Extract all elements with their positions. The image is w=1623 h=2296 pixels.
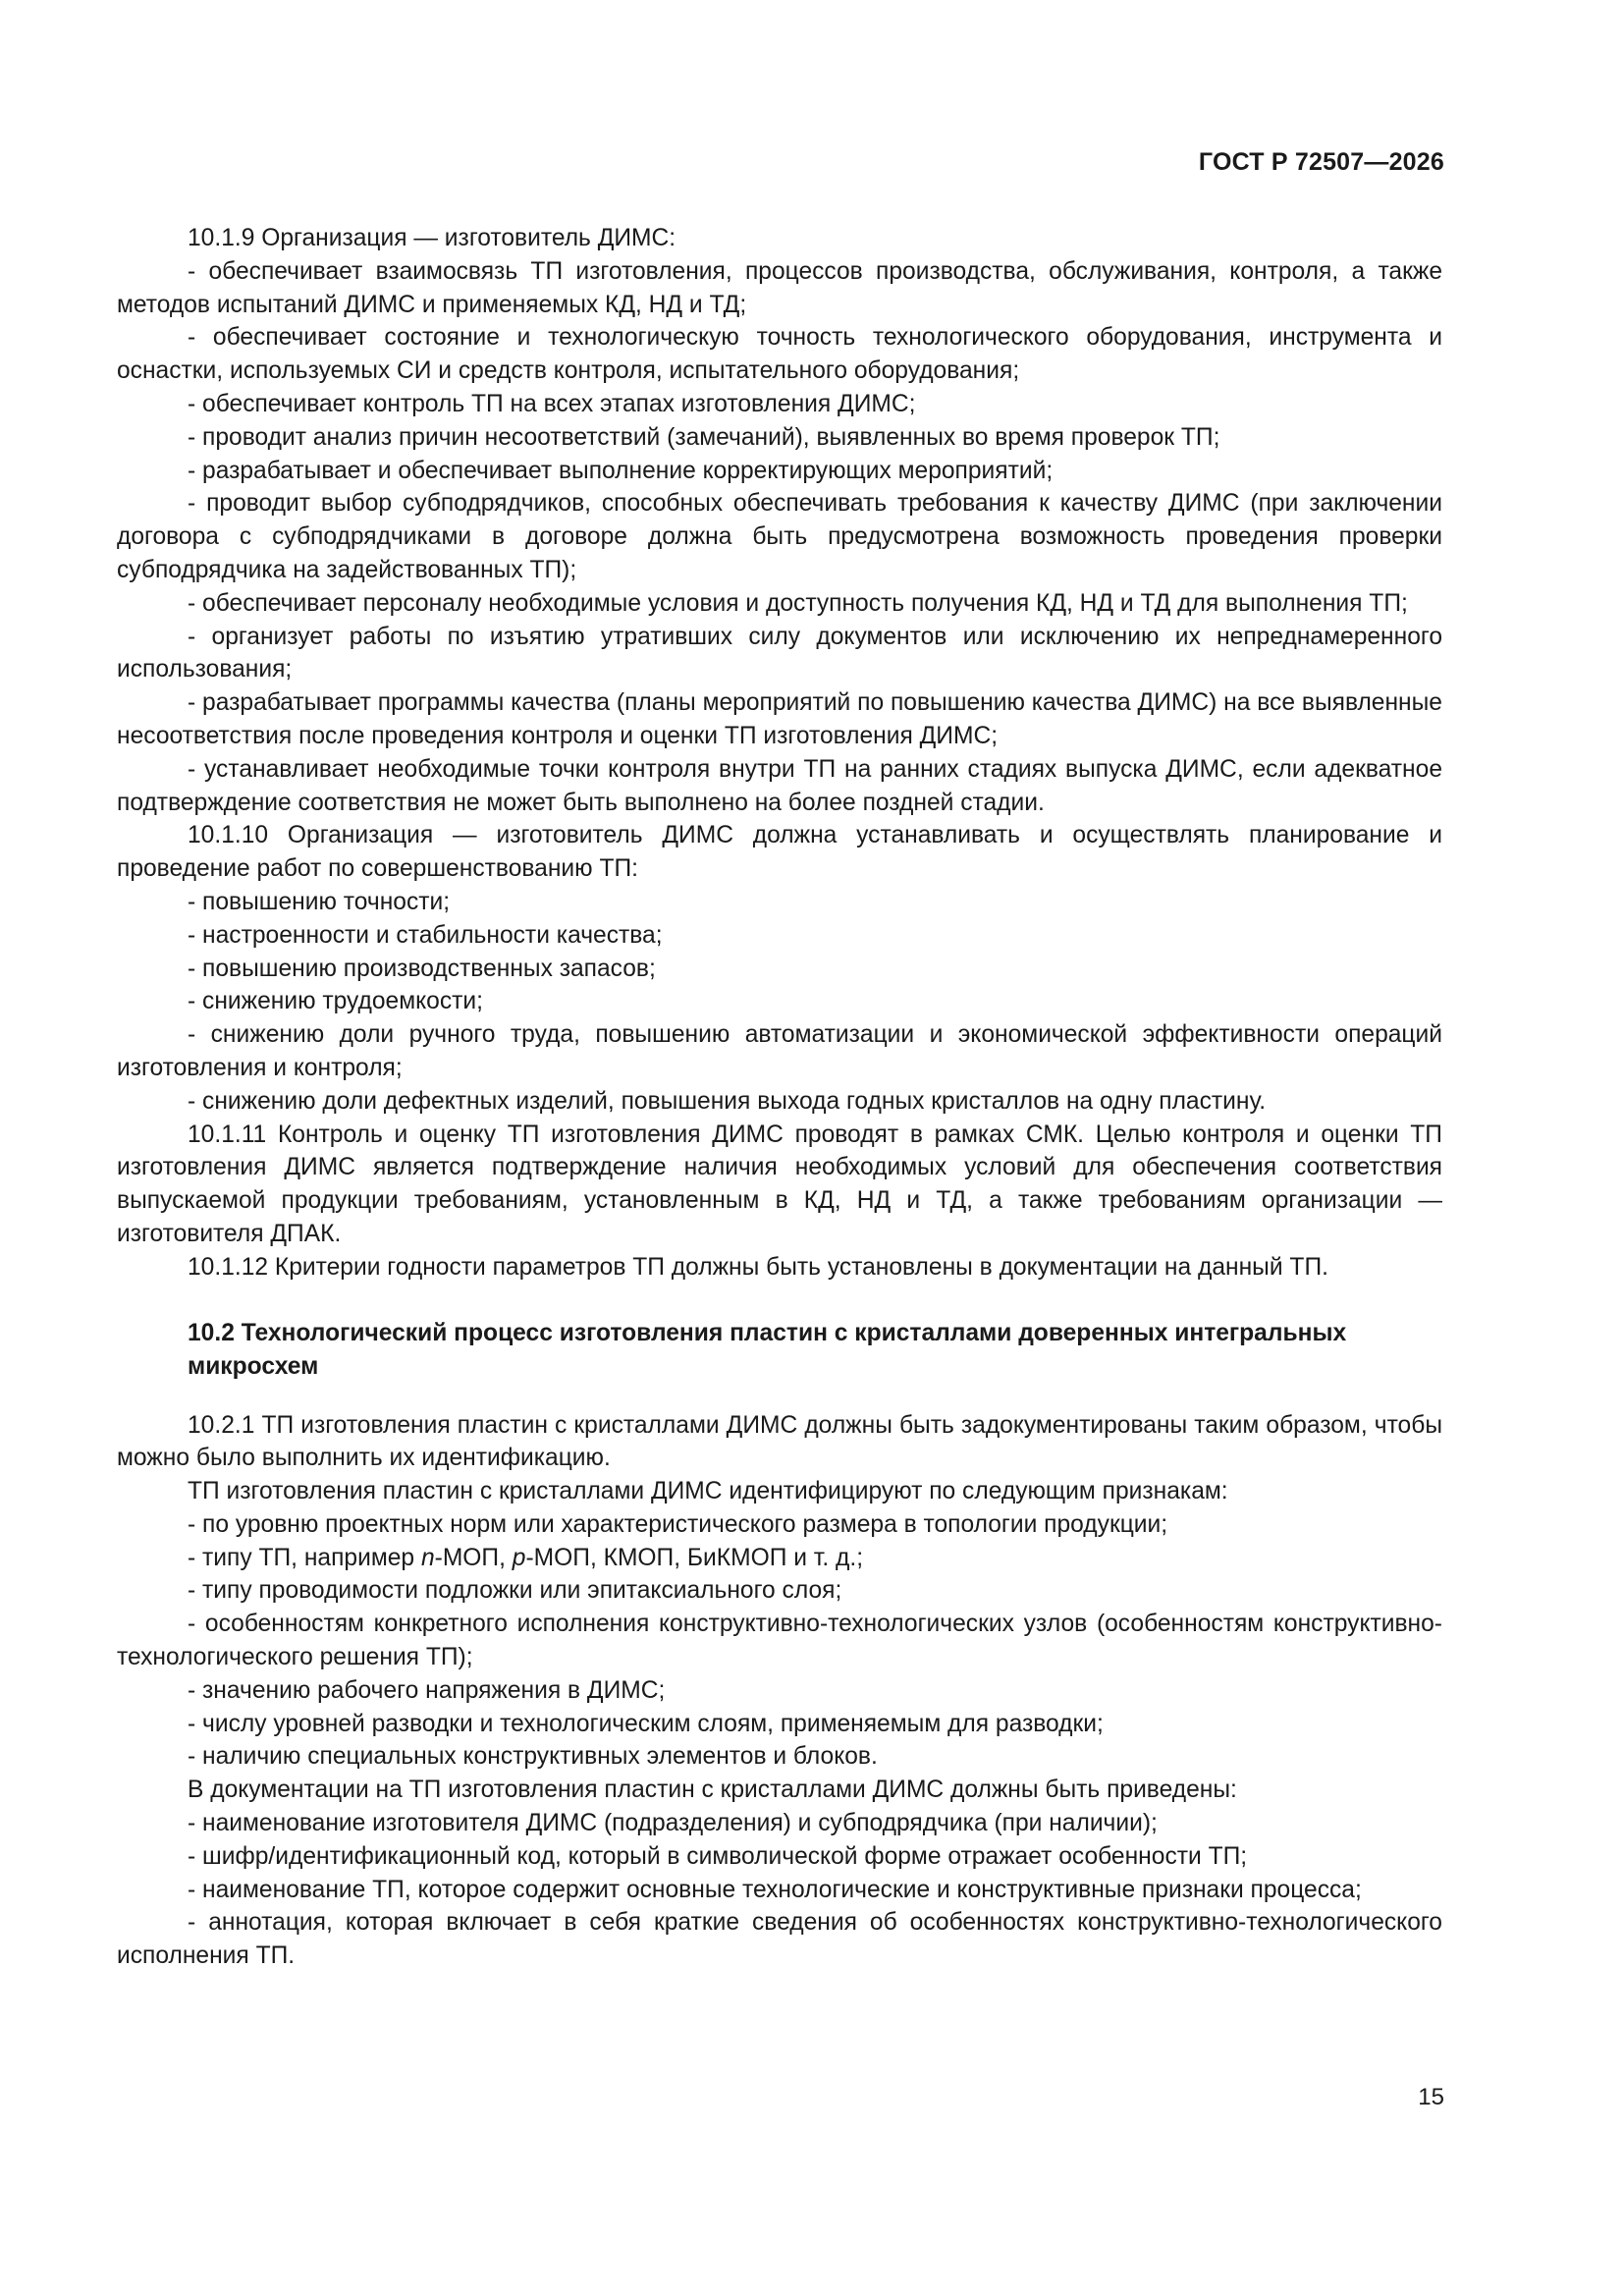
list-item: - шифр/идентификационный код, который в символической форме отражает особенности ТП; [188,1842,1248,1870]
paragraph: 10.2.1 ТП изготовления пластин с кристаллами ДИМС должны быть задокументированы таким образом, чтобы можно было выполнить их идентификацию. [117,1411,1442,1472]
list-item: - повышению точности; [188,888,451,915]
list-item: - повышению производственных запасов; [188,955,656,982]
paragraph: 10.1.12 Критерии годности параметров ТП должны быть установлены в документации на данный ТП. [188,1253,1328,1281]
list-item: - значению рабочего напряжения в ДИМС; [188,1676,666,1704]
list-item: - обеспечивает контроль ТП на всех этапах изготовления ДИМС; [188,390,916,417]
paragraph: 10.1.9 Организация — изготовитель ДИМС: [188,225,676,251]
list-item: - по уровню проектных норм или характеристического размера в топологии продукции; [188,1510,1168,1538]
paragraph: ТП изготовления пластин с кристаллами ДИМС идентифицируют по следующим признакам: [188,1478,1228,1505]
list-item: - снижению доли дефектных изделий, повышения выхода годных кристаллов на одну пластину. [188,1087,1267,1115]
text-segment: -МОП, [434,1544,513,1571]
list-item: - настроенности и стабильности качества; [188,921,663,949]
list-item: - наименование изготовителя ДИМС (подразделения) и субподрядчика (при наличии); [188,1810,1158,1837]
paragraph: 10.1.10 Организация — изготовитель ДИМС должна устанавливать и осуществлять планирование и проведение работ по совершенствованию ТП: [117,822,1442,883]
document-body [117,222,1442,1973]
list-item: - обеспечивает персоналу необходимые условия и доступность получения КД, НД и ТД для выполнения ТП; [188,589,1408,617]
paragraph: В документации на ТП изготовления пластин с кристаллами ДИМС должны быть приведены: [188,1777,1237,1804]
list-item: - проводит выбор субподрядчиков, способных обеспечивать требования к качеству ДИМС (при заключении договора с субподрядчиками в договоре должна быть предусмотрена возможность проведения проверки субподрядчика на задействованных ТП); [117,490,1442,583]
list-item: - организует работы по изъятию утративших силу документов или исключению их непреднамеренного использования; [117,623,1442,683]
text-segment: -МОП, КМОП, БиКМОП и т. д.; [525,1544,864,1571]
list-item [117,1542,1442,1575]
list-item: - наличию специальных конструктивных элементов и блоков. [188,1743,878,1771]
list-item: - числу уровней разводки и технологическим слоям, применяемым для разводки; [188,1710,1104,1737]
italic-term: n [420,1544,435,1571]
text-segment: - типу ТП, например [188,1544,421,1571]
list-item: - разрабатывает и обеспечивает выполнение корректирующих мероприятий; [188,457,1054,484]
list-item: - снижению трудоемкости; [188,988,483,1015]
list-item: - наименование ТП, которое содержит основные технологические и конструктивные признаки процесса; [188,1876,1362,1903]
list-item: - типу проводимости подложки или эпитаксиального слоя; [188,1577,842,1605]
list-item: - обеспечивает взаимосвязь ТП изготовления, процессов производства, обслуживания, контроля, а также методов испытаний ДИМС и применяемых КД, НД и ТД; [117,257,1442,318]
list-item: - аннотация, которая включает в себя краткие сведения об особенностях конструктивно-технологического исполнения ТП. [117,1909,1442,1970]
italic-term: p [512,1544,526,1571]
list-item: - устанавливает необходимые точки контроля внутри ТП на ранних стадиях выпуска ДИМС, если адекватное подтверждение соответствия не может быть выполнено на более поздней стадии. [117,755,1442,816]
list-item: - проводит анализ причин несоответствий (замечаний), выявленных во время проверок ТП; [188,423,1220,451]
page-number: 15 [1418,2084,1444,2110]
list-item: - обеспечивает состояние и технологическую точность технологического оборудования, инструмента и оснастки, используемых СИ и средств контроля, испытательного оборудования; [117,324,1442,385]
paragraph: 10.1.11 Контроль и оценку ТП изготовления ДИМС проводят в рамках СМК. Целью контроля и оценки ТП изготовления ДИМС является подтверждение наличия необходимых условий для обеспечения соответствия выпускаемой продукции требованиям, установленным в КД, НД и ТД, а также требованиям организации — изготовителя ДПАК. [117,1121,1442,1247]
list-item: - разрабатывает программы качества (планы мероприятий по повышению качества ДИМС) на все выявленные несоответствия после проведения контроля и оценки ТП изготовления ДИМС; [117,689,1442,749]
document-code: ГОСТ Р 72507—2026 [1198,148,1444,176]
list-item: - снижению доли ручного труда, повышению автоматизации и экономической эффективности операций изготовления и контроля; [117,1021,1442,1081]
list-item: - особенностям конкретного исполнения конструктивно-технологических узлов (особенностям конструктивно-технологического решения ТП); [117,1611,1442,1671]
section-heading: 10.2 Технологический процесс изготовления пластин с кристаллами доверенных интегральных микросхем [188,1319,1347,1380]
